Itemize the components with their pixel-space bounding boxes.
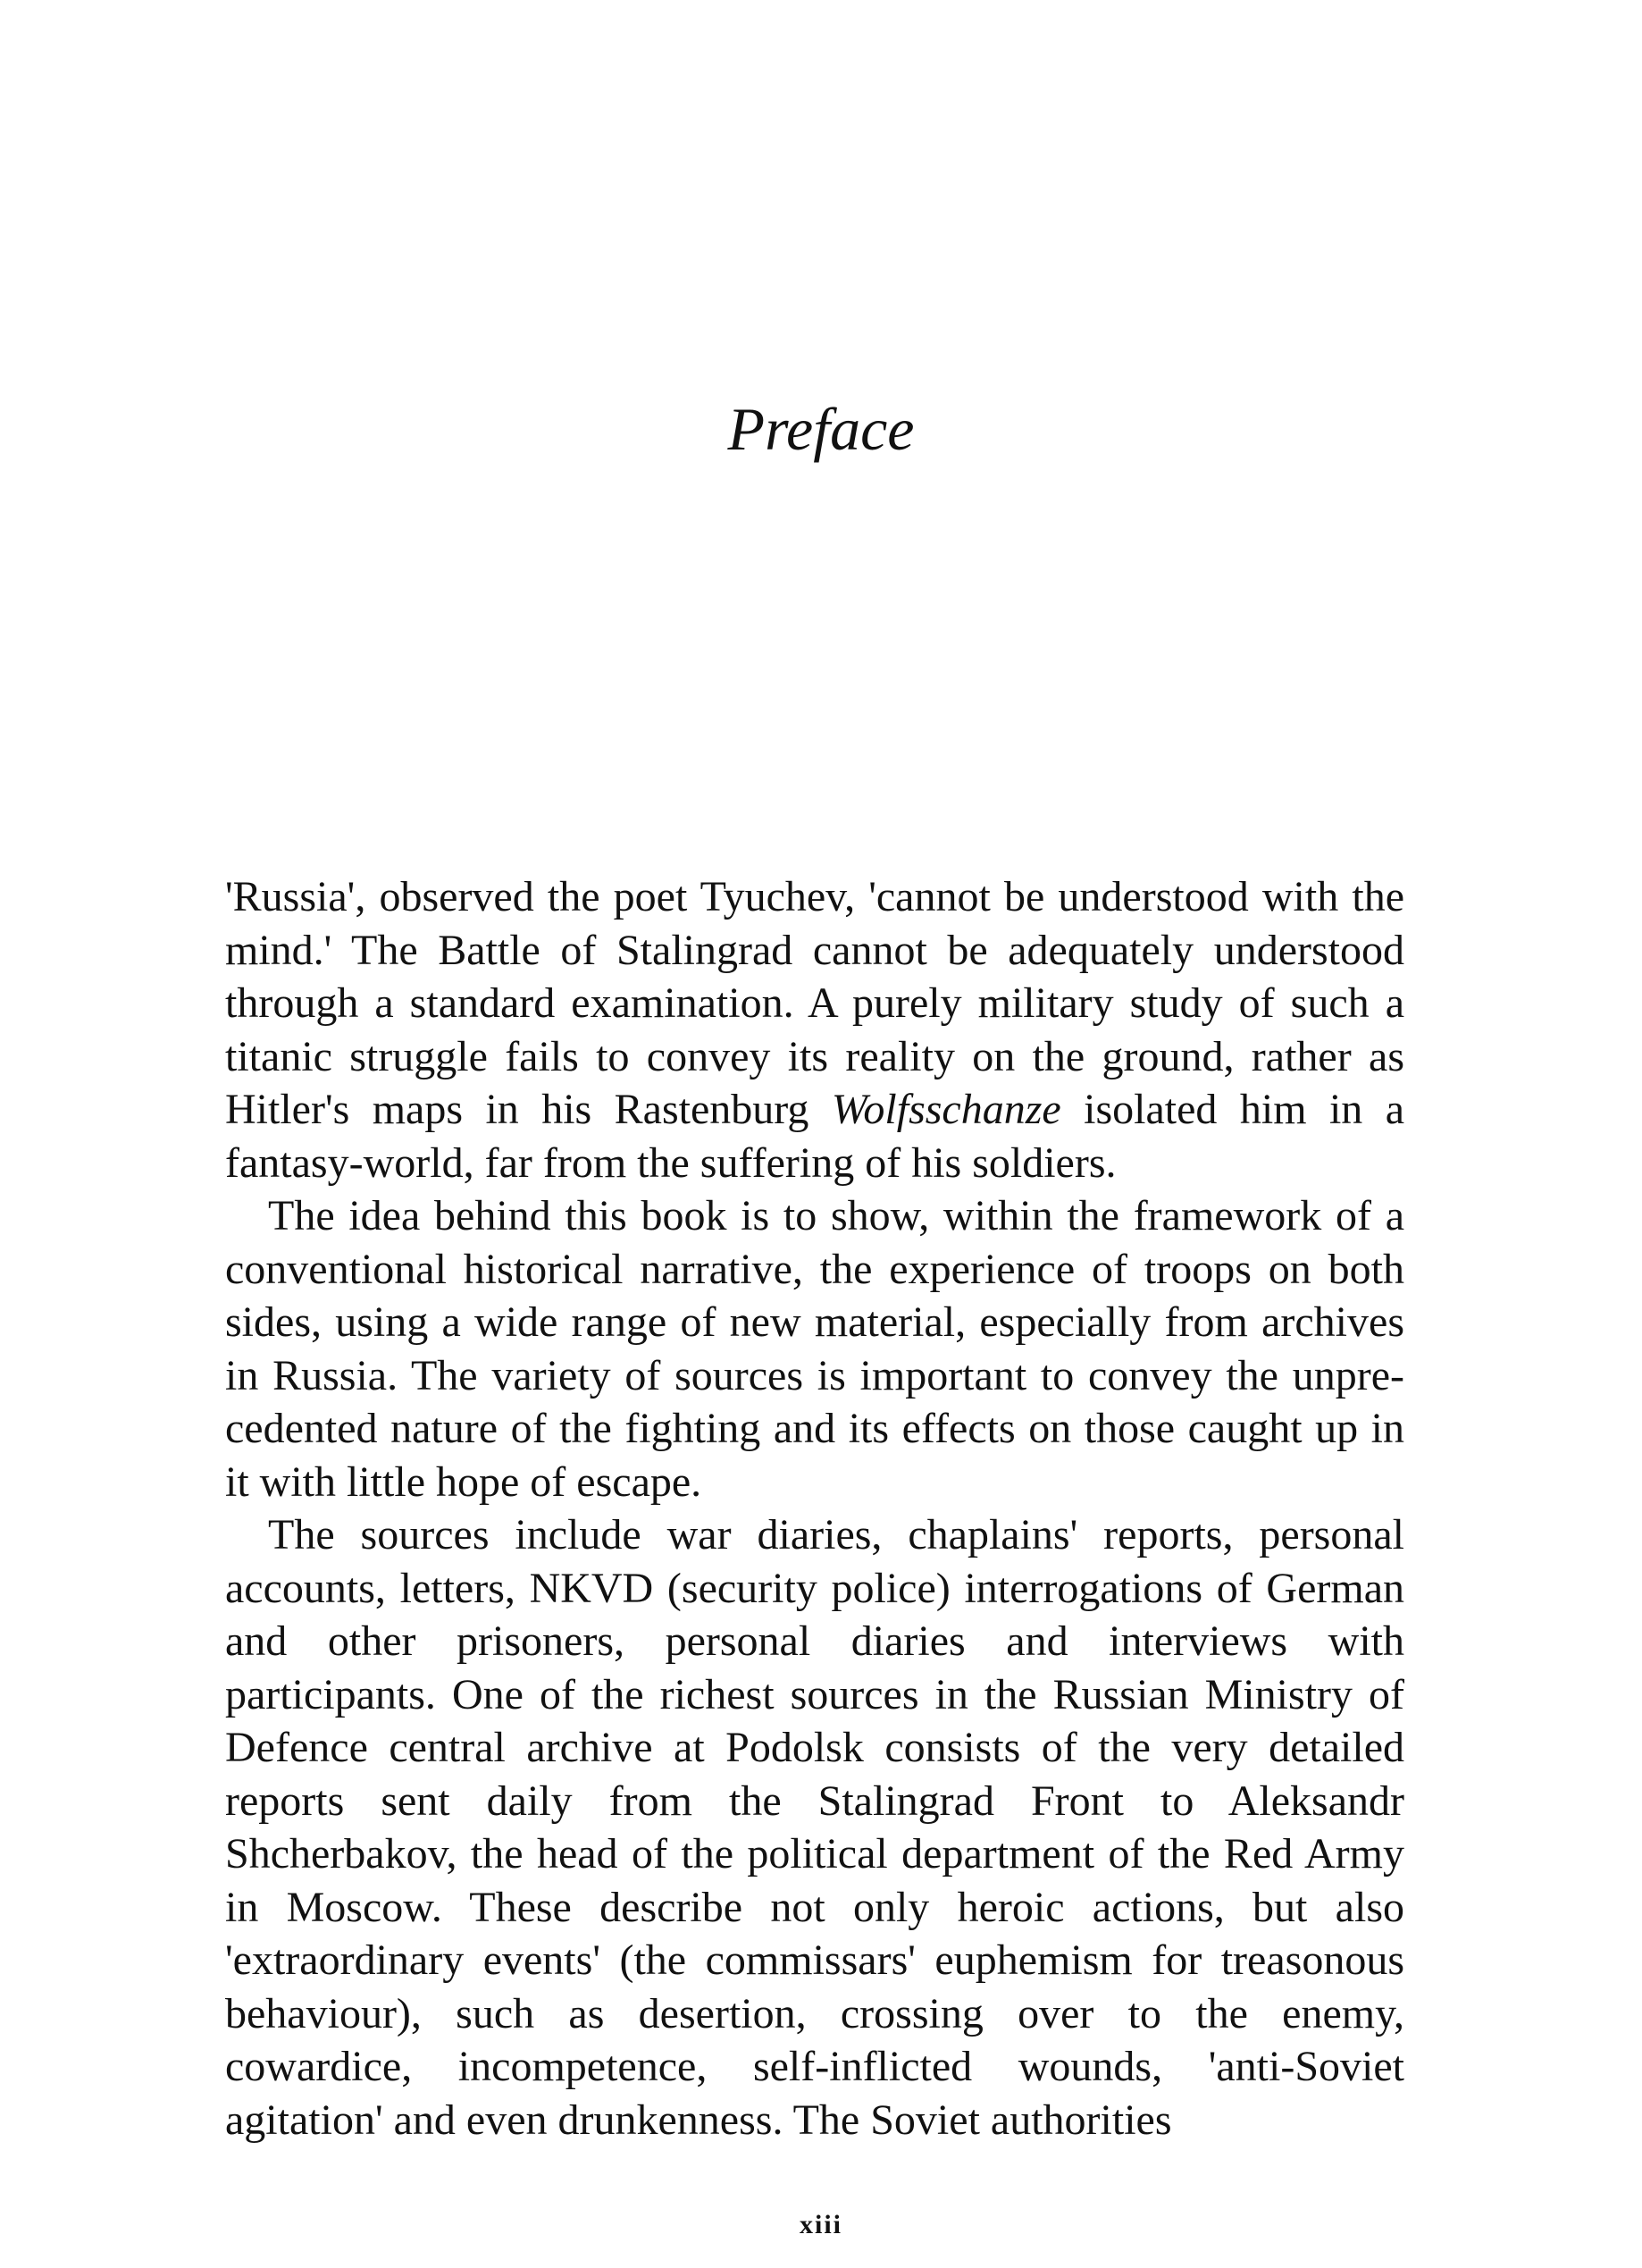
page-title: Preface [727, 395, 915, 463]
paragraph-1-text-after: isolated him in a fantasy-world, far from the suffering of his soldiers. [225, 1086, 1405, 1187]
paragraph-1 [225, 870, 1404, 1189]
page-number: xiii [799, 2210, 842, 2239]
paragraph-3: The sources include war diaries, chaplains' reports, personal accounts, letters, NKVD (security police) interrogations of German and other prisoners, personal diaries and interviews with participants. One of the richest sources in the Russian Ministry of Defence central archive at Podolsk consists of the very detailed reports sent daily from the Stalingrad Front to Aleksandr Shcherbakov, the head of the political department of the Red Army in Moscow. These describe not only heroic actions, but also 'extraordinary events' (the commissars' euphemism for treasonous behaviour), such as desertion, crossing over to the enemy, cowardice, incompetence, self-inflicted wounds, 'anti-Soviet agitation' and even drunkenness. The Soviet authorities [225, 1511, 1404, 2144]
paragraph-1-text-before: 'Russia', observed the poet Tyuchev, 'cannot be understood with the mind.' The Battle of Stalingrad cannot be adequately understood through a standard examination. A purely military study of such a titanic struggle fails to convey its reality on the ground, rather as Hitler's maps in his Rastenburg [225, 873, 1404, 1133]
paragraph-2: The idea behind this book is to show, within the framework of a conventional historical narrative, the experience of troops on both sides, using a wide range of new material, especially from archives in Russia. The variety of sources is important to convey the unpre-cedented nature of the fighting and its effects on those caught up in it with little hope of escape. [225, 1192, 1404, 1506]
body-text [225, 870, 1404, 2146]
paragraph-1-italic-term: Wolfsschanze [831, 1086, 1061, 1133]
